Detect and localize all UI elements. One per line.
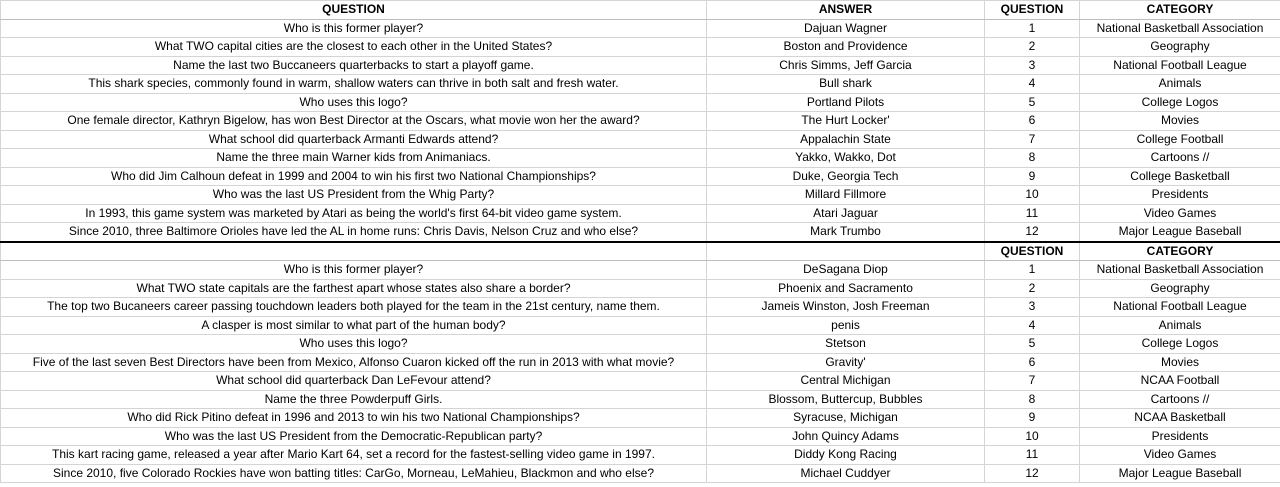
table-row (1, 279, 1280, 298)
category-cell[interactable]: National Basketball Association (1080, 19, 1280, 38)
header-category[interactable]: CATEGORY (1080, 242, 1280, 261)
category-cell[interactable]: Cartoons // (1080, 149, 1280, 168)
category-cell[interactable]: Movies (1080, 353, 1280, 372)
table-row (1, 75, 1280, 94)
question-number-cell[interactable]: 8 (985, 390, 1080, 409)
category-cell[interactable]: National Football League (1080, 56, 1280, 75)
question-cell[interactable]: Since 2010, five Colorado Rockies have won batting titles: CarGo, Morneau, LeMahieu, Blackmon and who else? (1, 464, 707, 483)
question-number-cell[interactable]: 12 (985, 464, 1080, 483)
question-number-cell[interactable]: 6 (985, 112, 1080, 131)
answer-cell[interactable]: Dajuan Wagner (707, 19, 985, 38)
table-row (1, 186, 1280, 205)
question-cell[interactable]: Who was the last US President from the Democratic-Republican party? (1, 427, 707, 446)
question-number-cell[interactable]: 4 (985, 75, 1080, 94)
question-cell[interactable]: Who is this former player? (1, 19, 707, 38)
answer-cell[interactable]: John Quincy Adams (707, 427, 985, 446)
table-row (1, 130, 1280, 149)
question-number-cell[interactable]: 5 (985, 335, 1080, 354)
question-cell[interactable]: In 1993, this game system was marketed by Atari as being the world's first 64-bit video game system. (1, 204, 707, 223)
category-cell[interactable]: Presidents (1080, 427, 1280, 446)
table-row (1, 112, 1280, 131)
table-row (1, 446, 1280, 465)
question-cell[interactable]: This kart racing game, released a year after Mario Kart 64, set a record for the fastest-selling video game in 1997. (1, 446, 707, 465)
question-cell[interactable]: What school did quarterback Armanti Edwards attend? (1, 130, 707, 149)
question-number-cell[interactable]: 7 (985, 372, 1080, 391)
question-cell[interactable]: Who uses this logo? (1, 93, 707, 112)
question-cell[interactable]: Who did Jim Calhoun defeat in 1999 and 2004 to win his first two National Championships? (1, 167, 707, 186)
question-number-cell[interactable]: 6 (985, 353, 1080, 372)
question-number-cell[interactable]: 12 (985, 223, 1080, 242)
question-cell[interactable]: This shark species, commonly found in warm, shallow waters can thrive in both salt and fresh water. (1, 75, 707, 94)
question-number-cell[interactable]: 9 (985, 167, 1080, 186)
question-cell[interactable]: What TWO state capitals are the farthest apart whose states also share a border? (1, 279, 707, 298)
question-number-cell[interactable]: 8 (985, 149, 1080, 168)
table-row (1, 372, 1280, 391)
table-row (1, 223, 1280, 242)
table-row (1, 204, 1280, 223)
answer-cell[interactable]: Chris Simms, Jeff Garcia (707, 56, 985, 75)
answer-cell[interactable]: Gravity' (707, 353, 985, 372)
category-cell[interactable]: Animals (1080, 316, 1280, 335)
table-row (1, 261, 1280, 280)
question-cell[interactable]: Since 2010, three Baltimore Orioles have led the AL in home runs: Chris Davis, Nelson Cruz and who else? (1, 223, 707, 242)
table-row (1, 167, 1280, 186)
question-cell[interactable]: Who is this former player? (1, 261, 707, 280)
category-cell[interactable]: Video Games (1080, 204, 1280, 223)
category-cell[interactable]: Presidents (1080, 186, 1280, 205)
answer-cell[interactable]: The Hurt Locker' (707, 112, 985, 131)
category-cell[interactable]: Major League Baseball (1080, 464, 1280, 483)
question-cell[interactable]: Who did Rick Pitino defeat in 1996 and 2013 to win his two National Championships? (1, 409, 707, 428)
question-cell[interactable]: One female director, Kathryn Bigelow, has won Best Director at the Oscars, what movie won her the award? (1, 112, 707, 131)
table-row (1, 19, 1280, 38)
header-row (1, 1, 1280, 20)
table-row (1, 353, 1280, 372)
category-cell[interactable]: Video Games (1080, 446, 1280, 465)
question-number-cell[interactable]: 11 (985, 204, 1080, 223)
table-row (1, 316, 1280, 335)
category-cell[interactable]: NCAA Basketball (1080, 409, 1280, 428)
question-cell[interactable]: What school did quarterback Dan LeFevour attend? (1, 372, 707, 391)
question-number-cell[interactable]: 9 (985, 409, 1080, 428)
table-row (1, 149, 1280, 168)
question-number-cell[interactable]: 2 (985, 38, 1080, 57)
question-cell[interactable]: Who was the last US President from the Whig Party? (1, 186, 707, 205)
question-cell[interactable]: Who uses this logo? (1, 335, 707, 354)
answer-cell[interactable]: Diddy Kong Racing (707, 446, 985, 465)
answer-cell[interactable]: Michael Cuddyer (707, 464, 985, 483)
question-number-cell[interactable]: 5 (985, 93, 1080, 112)
answer-cell[interactable]: Mark Trumbo (707, 223, 985, 242)
table-row (1, 93, 1280, 112)
answer-cell[interactable]: Central Michigan (707, 372, 985, 391)
category-cell[interactable]: Animals (1080, 75, 1280, 94)
answer-cell[interactable]: Atari Jaguar (707, 204, 985, 223)
question-number-cell[interactable]: 7 (985, 130, 1080, 149)
category-cell[interactable]: Cartoons // (1080, 390, 1280, 409)
blank-cell[interactable] (707, 242, 985, 261)
question-number-cell[interactable]: 11 (985, 446, 1080, 465)
category-cell[interactable]: Movies (1080, 112, 1280, 131)
question-cell[interactable]: Five of the last seven Best Directors have been from Mexico, Alfonso Cuaron kicked off the run in 2013 with what movie? (1, 353, 707, 372)
question-cell[interactable]: Name the three main Warner kids from Animaniacs. (1, 149, 707, 168)
answer-cell[interactable]: Portland Pilots (707, 93, 985, 112)
category-cell[interactable]: National Basketball Association (1080, 261, 1280, 280)
question-number-cell[interactable]: 3 (985, 56, 1080, 75)
answer-cell[interactable]: Bull shark (707, 75, 985, 94)
table-row (1, 56, 1280, 75)
table-row (1, 427, 1280, 446)
category-cell[interactable]: NCAA Football (1080, 372, 1280, 391)
answer-cell[interactable]: Syracuse, Michigan (707, 409, 985, 428)
question-cell[interactable]: Name the three Powderpuff Girls. (1, 390, 707, 409)
answer-cell[interactable]: DeSagana Diop (707, 261, 985, 280)
question-number-cell[interactable]: 10 (985, 427, 1080, 446)
question-number-cell[interactable]: 4 (985, 316, 1080, 335)
question-number-cell[interactable]: 10 (985, 186, 1080, 205)
answer-cell[interactable]: penis (707, 316, 985, 335)
answer-cell[interactable]: Stetson (707, 335, 985, 354)
answer-cell[interactable]: Duke, Georgia Tech (707, 167, 985, 186)
table-row (1, 390, 1280, 409)
header-question-number[interactable]: QUESTION (985, 242, 1080, 261)
category-cell[interactable]: College Basketball (1080, 167, 1280, 186)
header-category[interactable]: CATEGORY (1080, 1, 1280, 20)
question-number-cell[interactable]: 2 (985, 279, 1080, 298)
question-number-cell[interactable]: 3 (985, 298, 1080, 317)
category-cell[interactable]: College Football (1080, 130, 1280, 149)
header-answer[interactable]: ANSWER (707, 1, 985, 20)
answer-cell[interactable]: Jameis Winston, Josh Freeman (707, 298, 985, 317)
answer-cell[interactable]: Millard Fillmore (707, 186, 985, 205)
header-question[interactable]: QUESTION (1, 1, 707, 20)
category-cell[interactable]: College Logos (1080, 93, 1280, 112)
category-cell[interactable]: College Logos (1080, 335, 1280, 354)
category-cell[interactable]: National Football League (1080, 298, 1280, 317)
category-cell[interactable]: Geography (1080, 279, 1280, 298)
question-cell[interactable]: What TWO capital cities are the closest to each other in the United States? (1, 38, 707, 57)
table-row (1, 464, 1280, 483)
question-number-cell[interactable]: 1 (985, 261, 1080, 280)
header-question-number[interactable]: QUESTION (985, 1, 1080, 20)
answer-cell[interactable]: Boston and Providence (707, 38, 985, 57)
table-row (1, 298, 1280, 317)
category-cell[interactable]: Geography (1080, 38, 1280, 57)
table-row (1, 38, 1280, 57)
answer-cell[interactable]: Yakko, Wakko, Dot (707, 149, 985, 168)
answer-cell[interactable]: Blossom, Buttercup, Bubbles (707, 390, 985, 409)
header-row-2 (1, 242, 1280, 261)
category-cell[interactable]: Major League Baseball (1080, 223, 1280, 242)
question-cell[interactable]: The top two Bucaneers career passing touchdown leaders both played for the team in the 21st century, name them. (1, 298, 707, 317)
question-cell[interactable]: A clasper is most similar to what part of the human body? (1, 316, 707, 335)
answer-cell[interactable]: Phoenix and Sacramento (707, 279, 985, 298)
answer-cell[interactable]: Appalachin State (707, 130, 985, 149)
blank-cell[interactable] (1, 242, 707, 261)
table-row (1, 335, 1280, 354)
question-number-cell[interactable]: 1 (985, 19, 1080, 38)
question-cell[interactable]: Name the last two Buccaneers quarterbacks to start a playoff game. (1, 56, 707, 75)
table-row (1, 409, 1280, 428)
